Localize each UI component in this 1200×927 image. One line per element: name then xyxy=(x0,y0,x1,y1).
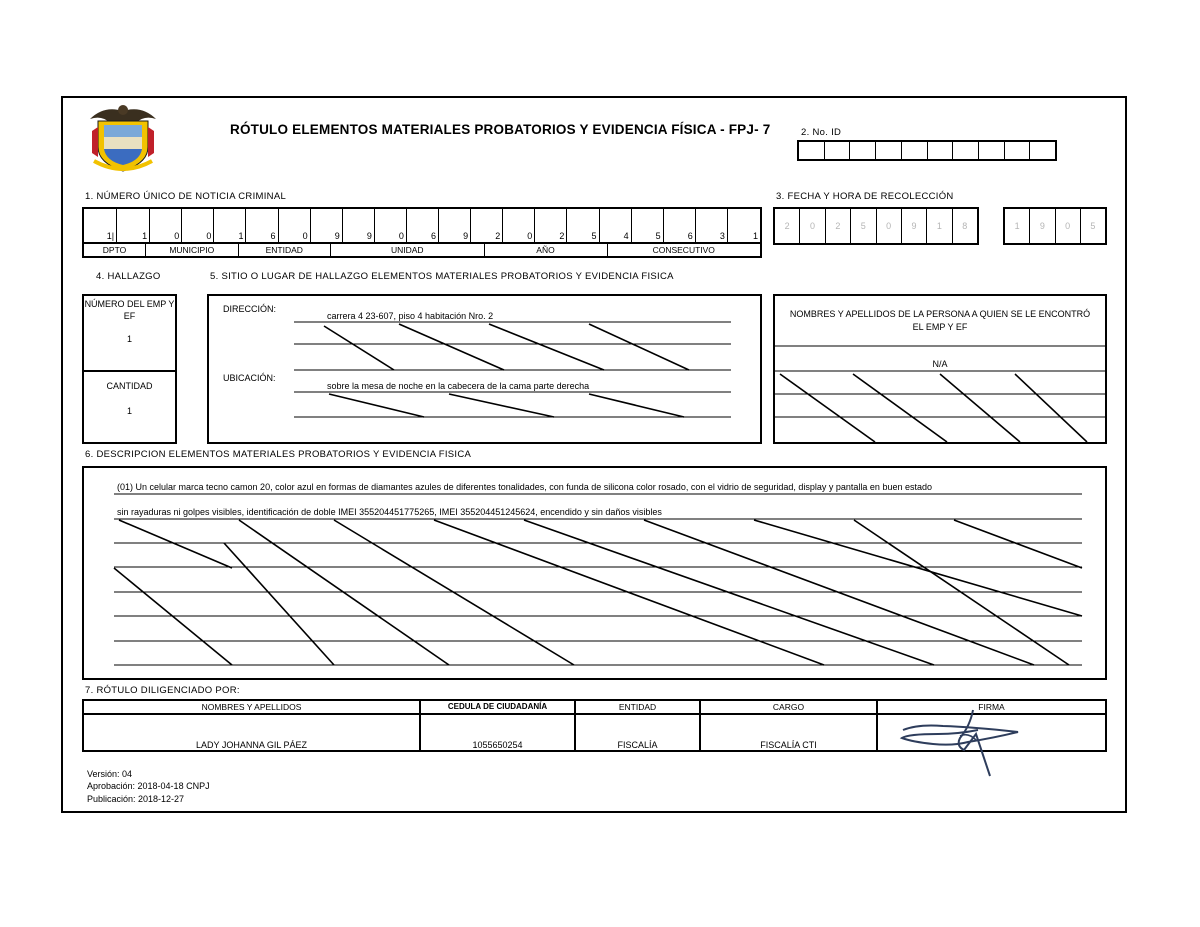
noticia-digit: 2 xyxy=(559,231,565,241)
coat-of-arms-icon xyxy=(84,101,162,175)
rotulo-cargo-value[interactable]: FISCALÍA CTI xyxy=(760,740,817,750)
persona-label: NOMBRES Y APELLIDOS DE LA PERSONA A QUIEN SE LE ENCONTRÓ EL EMP Y EF xyxy=(789,309,1091,332)
noticia-digit: 5 xyxy=(655,231,661,241)
noticia-digit: 0 xyxy=(527,231,533,241)
noticia-digit-cell[interactable] xyxy=(632,209,664,242)
noticia-label: 1. NÚMERO ÚNICO DE NOTICIA CRIMINAL xyxy=(85,191,287,202)
descripcion-lines xyxy=(84,468,1105,678)
noticia-digit: 1 xyxy=(142,231,148,241)
noticia-digit-cell[interactable] xyxy=(567,209,599,242)
fecha-date-field[interactable] xyxy=(773,207,979,245)
sitio-box xyxy=(207,294,762,444)
noticia-digit: 6 xyxy=(687,231,693,241)
rotulo-cedula-value[interactable]: 1055650254 xyxy=(472,740,523,750)
sitio-lines xyxy=(209,296,760,442)
fecha-label: 3. FECHA Y HORA DE RECOLECCIÓN xyxy=(776,191,954,202)
rotulo-header-firma: FIRMA xyxy=(978,702,1005,712)
noticia-digit: 1 xyxy=(238,231,244,241)
fecha-digit: 1 xyxy=(927,209,952,243)
noticia-digit-cell[interactable] xyxy=(246,209,278,242)
noticia-digit-cell[interactable] xyxy=(696,209,728,242)
cantidad-label: CANTIDAD xyxy=(106,381,153,391)
noticia-digit: 0 xyxy=(174,231,180,241)
noticia-digit-cell[interactable] xyxy=(343,209,375,242)
fecha-digit: 0 xyxy=(877,209,902,243)
descripcion-line2[interactable]: sin rayaduras ni golpes visibles, identificación de doble IMEI 355204451775265, IMEI 355204451245624, encendido y sin daños visibles xyxy=(117,507,662,517)
cantidad-value: 1 xyxy=(126,406,132,416)
fecha-digit: 9 xyxy=(902,209,927,243)
noticia-digit: 6 xyxy=(270,231,276,241)
descripcion-label: 6. DESCRIPCION ELEMENTOS MATERIALES PROBATORIOS Y EVIDENCIA FISICA xyxy=(85,449,472,460)
noticia-sublabel: MUNICIPIO xyxy=(146,244,239,256)
noticia-digit-cell[interactable] xyxy=(84,209,117,242)
persona-box xyxy=(773,294,1107,444)
noticia-sublabel: DPTO xyxy=(84,244,146,256)
noticia-sublabel: UNIDAD xyxy=(331,244,485,256)
form-title: RÓTULO ELEMENTOS MATERIALES PROBATORIOS Y EVIDENCIA FÍSICA - FPJ- 7 xyxy=(230,122,771,137)
noticia-sublabels xyxy=(82,244,762,258)
numero-emp-box xyxy=(82,294,177,372)
fecha-digit: 9 xyxy=(1030,209,1055,243)
noticia-digit: 9 xyxy=(463,231,469,241)
noticia-digit-cell[interactable] xyxy=(728,209,760,242)
noticia-digit: 5 xyxy=(591,231,597,241)
noticia-sublabel: ENTIDAD xyxy=(239,244,332,256)
noticia-digit-cell[interactable] xyxy=(214,209,246,242)
noticia-digit-cell[interactable] xyxy=(471,209,503,242)
fecha-digit: 0 xyxy=(800,209,825,243)
rotulo-label: 7. RÓTULO DILIGENCIADO POR: xyxy=(85,685,240,696)
rotulo-header-entidad: ENTIDAD xyxy=(618,702,657,712)
noticia-digit-cell[interactable] xyxy=(117,209,150,242)
numero-emp-value: 1 xyxy=(126,334,132,344)
fecha-digit: 5 xyxy=(1090,221,1096,231)
noticia-digits[interactable] xyxy=(82,207,762,244)
footer-aprobacion: Aprobación: 2018-04-18 CNPJ xyxy=(87,781,210,791)
footer-publicacion: Publicación: 2018-12-27 xyxy=(87,794,185,804)
persona-lines xyxy=(775,296,1105,442)
ubicacion-value[interactable]: sobre la mesa de noche en la cabecera de la cama parte derecha xyxy=(327,381,590,391)
signature-image xyxy=(898,706,1028,780)
numero-emp-label: NÚMERO DEL EMP Y EF xyxy=(84,299,175,321)
no-id-field[interactable] xyxy=(797,140,1057,161)
noticia-digit-cell[interactable] xyxy=(150,209,182,242)
noticia-digit: 0 xyxy=(398,231,404,241)
fecha-digit: 1 xyxy=(1005,209,1030,243)
ubicacion-label: UBICACIÓN: xyxy=(223,373,276,383)
fecha-digit: 0 xyxy=(1056,209,1081,243)
sitio-label: 5. SITIO O LUGAR DE HALLAZGO ELEMENTOS MATERIALES PROBATORIOS Y EVIDENCIA FISICA xyxy=(210,271,674,282)
noticia-digit-cell[interactable] xyxy=(439,209,471,242)
footer-version: Versión: 04 xyxy=(87,769,133,779)
noticia-digit: 1 xyxy=(752,231,758,241)
noticia-digit: 0 xyxy=(302,231,308,241)
descripcion-line1[interactable]: (01) Un celular marca tecno camon 20, color azul en formas de diamantes azules de diferentes tonalidades, con funda de silicona color rosado, con el vidrio de seguridad, display y pantalla en buen estado xyxy=(117,482,932,492)
noticia-digit-cell[interactable] xyxy=(535,209,567,242)
no-id-label: 2. No. ID xyxy=(801,127,842,138)
noticia-digit: 6 xyxy=(431,231,437,241)
fecha-digit: 8 xyxy=(962,221,968,231)
noticia-digit: 3 xyxy=(719,231,725,241)
noticia-sublabel: AÑO xyxy=(485,244,608,256)
noticia-digit-cell[interactable] xyxy=(311,209,343,242)
rotulo-header-cargo: CARGO xyxy=(772,702,805,712)
noticia-digit: 2 xyxy=(495,231,501,241)
rotulo-entidad-value[interactable]: FISCALÍA xyxy=(617,740,658,750)
noticia-digit: 1| xyxy=(106,231,115,241)
noticia-digit-cell[interactable] xyxy=(407,209,439,242)
persona-value[interactable]: N/A xyxy=(932,359,948,369)
noticia-digit-cell[interactable] xyxy=(182,209,214,242)
descripcion-box xyxy=(82,466,1107,680)
noticia-digit-cell[interactable] xyxy=(375,209,407,242)
cantidad-box xyxy=(82,370,177,444)
fecha-digit: 2 xyxy=(826,209,851,243)
noticia-digit-cell[interactable] xyxy=(664,209,696,242)
hallazgo-label: 4. HALLAZGO xyxy=(96,271,161,282)
rotulo-header-cedula: CEDULA DE CIUDADANÍA xyxy=(447,702,548,711)
noticia-digit: 9 xyxy=(334,231,340,241)
rotulo-header-nombres: NOMBRES Y APELLIDOS xyxy=(201,702,302,712)
fecha-digit: 5 xyxy=(851,209,876,243)
noticia-digit-cell[interactable] xyxy=(279,209,311,242)
noticia-digit: 4 xyxy=(623,231,629,241)
direccion-value[interactable]: carrera 4 23-607, piso 4 habitación Nro. 2 xyxy=(327,311,494,321)
noticia-digit: 0 xyxy=(206,231,212,241)
rotulo-nombre-value[interactable]: LADY JOHANNA GIL PÁEZ xyxy=(195,740,308,750)
noticia-digit: 9 xyxy=(366,231,372,241)
hora-field[interactable] xyxy=(1003,207,1107,245)
noticia-sublabel: CONSECUTIVO xyxy=(652,245,715,255)
direccion-label: DIRECCIÓN: xyxy=(223,304,277,314)
fecha-digit: 2 xyxy=(775,209,800,243)
noticia-digit-cell[interactable] xyxy=(503,209,535,242)
noticia-digit-cell[interactable] xyxy=(600,209,632,242)
